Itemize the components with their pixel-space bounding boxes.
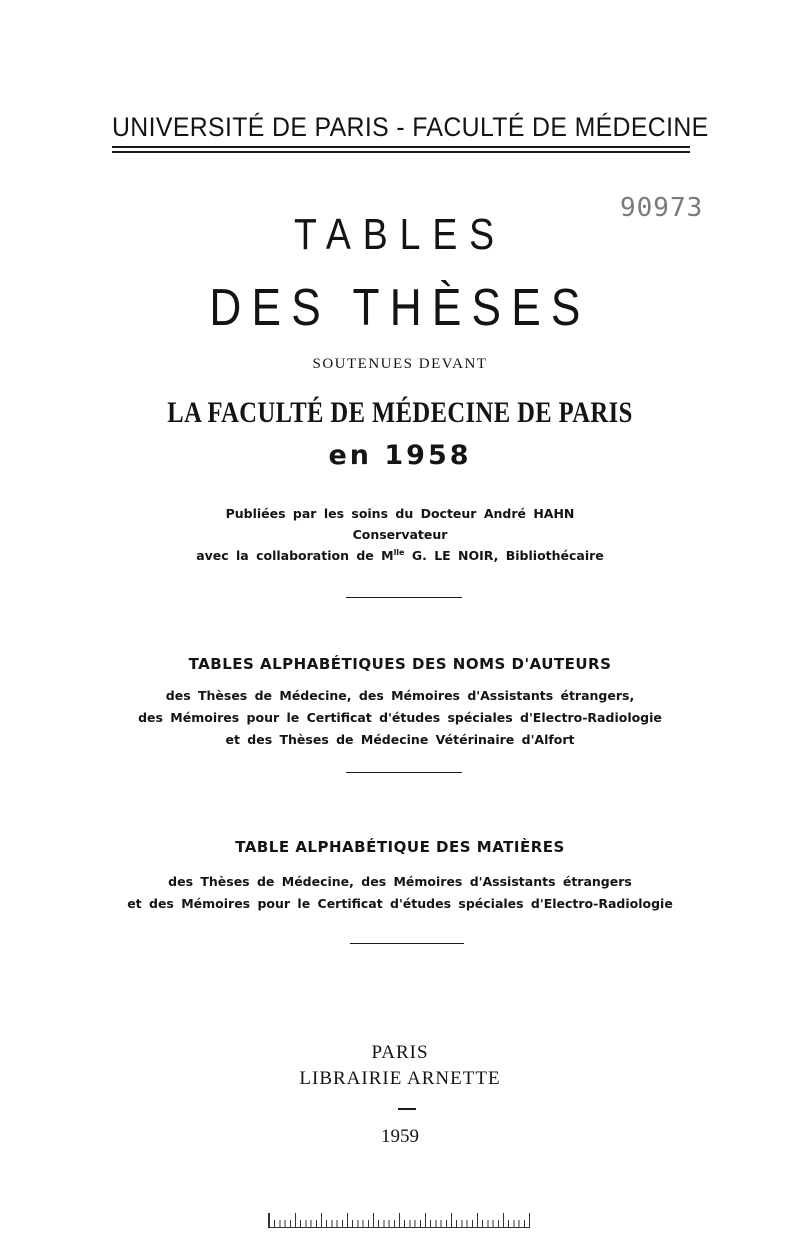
publication-collaboration bbox=[0, 548, 800, 563]
separator-2 bbox=[346, 772, 462, 773]
year-label: en 1958 bbox=[328, 440, 472, 471]
separator-1 bbox=[346, 597, 462, 598]
collaboration-prefix: avec la collaboration de M bbox=[196, 548, 394, 564]
section-subjects-line: et des Mémoires pour le Certificat d'études spéciales d'Electro-Radiologie bbox=[127, 896, 673, 911]
separator-3 bbox=[350, 943, 464, 944]
section-authors-line: et des Thèses de Médecine Vétérinaire d'Alfort bbox=[225, 732, 575, 747]
accession-stamp: 90973 bbox=[620, 193, 704, 223]
imprint-year: 1959 bbox=[381, 1126, 419, 1147]
publication-credit: Publiées par les soins du Docteur André HAHN bbox=[225, 506, 575, 521]
header-rule-top bbox=[112, 146, 690, 148]
scan-scale-ruler bbox=[268, 1213, 530, 1228]
collaboration-title-sup: lle bbox=[393, 548, 405, 557]
faculty-name: LA FACULTÉ DE MÉDECINE DE PARIS bbox=[167, 396, 633, 429]
imprint-city: PARIS bbox=[371, 1042, 429, 1063]
section-authors-line: des Mémoires pour le Certificat d'études spéciales d'Electro-Radiologie bbox=[138, 710, 662, 725]
imprint-publisher: LIBRAIRIE ARNETTE bbox=[299, 1068, 501, 1089]
section-authors-line: des Thèses de Médecine, des Mémoires d'Assistants étrangers, bbox=[165, 688, 635, 703]
university-header: UNIVERSITÉ DE PARIS - FACULTÉ DE MÉDECINE bbox=[112, 112, 709, 142]
header-rule-bottom bbox=[112, 151, 690, 153]
section-subjects-title: TABLE ALPHABÉTIQUE DES MATIÈRES bbox=[235, 838, 565, 856]
subtitle: SOUTENUES DEVANT bbox=[312, 356, 488, 372]
title-line-2: DES THÈSES bbox=[209, 279, 591, 337]
collaboration-suffix: G. LE NOIR, Bibliothécaire bbox=[404, 548, 604, 564]
title-line-1: TABLES bbox=[293, 210, 507, 259]
imprint-dash bbox=[398, 1108, 416, 1110]
section-subjects-line: des Thèses de Médecine, des Mémoires d'Assistants étrangers bbox=[168, 874, 632, 889]
section-authors-title: TABLES ALPHABÉTIQUES DES NOMS D'AUTEURS bbox=[188, 655, 612, 673]
publication-role: Conservateur bbox=[352, 527, 448, 542]
